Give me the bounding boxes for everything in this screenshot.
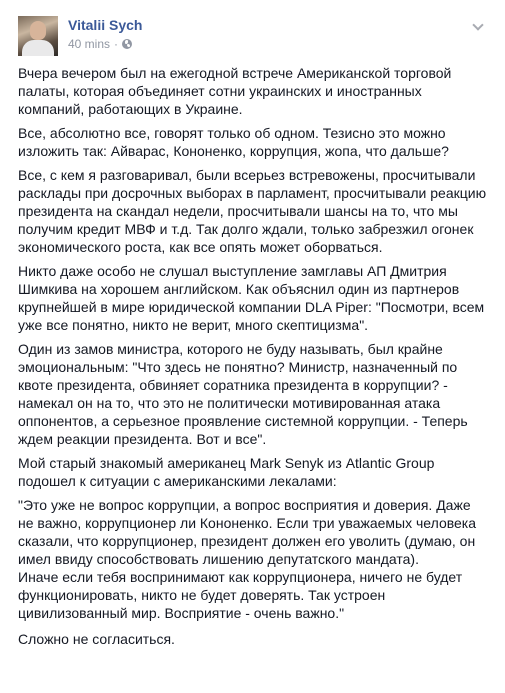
author-name[interactable]: Vitalii Sych [68, 17, 143, 33]
paragraph: Один из замов министра, которого не буду называть, был крайне эмоциональным: "Что здесь не понятно? Министр, назначенный по квоте президента, обвиняет соратника президента в коррупции? - намекал он на то, что это не политически мотивированная атака оппонентов, а серьезное проявление системной коррупции. - Теперь ждем реакции президента. Вот и все". [18, 341, 468, 447]
paragraph: Все, абсолютно все, говорят только об одном. Тезисно это можно изложить так: Айварас, Кононенко, коррупция, жопа, что дальше? [18, 125, 449, 159]
post-body [18, 64, 490, 654]
paragraph: Никто даже особо не слушал выступление замглавы АП Дмитрия Шимкива на хорошем английском. Как объяснил один из партнеров крупнейшей в мире юридической компании DLA Piper: "Посмотри, всем уже все понятно, никто не верит, много скептицизма". [18, 263, 485, 333]
post-timestamp[interactable]: 40 mins [68, 37, 111, 51]
globe-icon[interactable] [122, 39, 132, 49]
chevron-down-icon[interactable] [470, 19, 486, 35]
paragraph: Все, с кем я разговаривал, были всерьез встревожены, просчитывали расклады при досрочных выборах в парламент, просчитывали реакцию президента на скандал недели, просчитывали шансы на то, что мы получим кредит МВФ и т.д. Так долго ждали, только забрезжил огонек экономического роста, как все опять может оборваться. [18, 167, 487, 255]
post-header [18, 16, 488, 58]
paragraph: Иначе если тебя воспринимают как коррупционера, ничего не будет функционировать, никто не будет доверять. Так устроен цивилизованный мир. Восприятие - очень важно." [18, 569, 463, 621]
avatar-shirt-shape [22, 40, 54, 56]
meta-separator: · [114, 37, 119, 51]
avatar[interactable] [18, 16, 58, 56]
paragraph: Вчера вечером был на ежегодной встрече Американской торговой палаты, которая объединяет сотни украинских и иностранных компаний, работающих в Украине. [18, 65, 452, 117]
paragraph: "Это уже не вопрос коррупции, а вопрос восприятия и доверия. Даже не важно, коррупционер ли Кононенко. Если три уважаемых человека сказали, что коррупционер, президент должен его уволить (думаю, он имел ввиду способствовать лишению депутатского мандата). [18, 497, 477, 567]
post-meta [68, 37, 132, 51]
paragraph: Мой старый знакомый американец Mark Senyk из Atlantic Group подошел к ситуации с американскими лекалами: [18, 455, 435, 489]
paragraph: Сложно не согласиться. [18, 631, 175, 647]
avatar-head-shape [30, 21, 46, 40]
